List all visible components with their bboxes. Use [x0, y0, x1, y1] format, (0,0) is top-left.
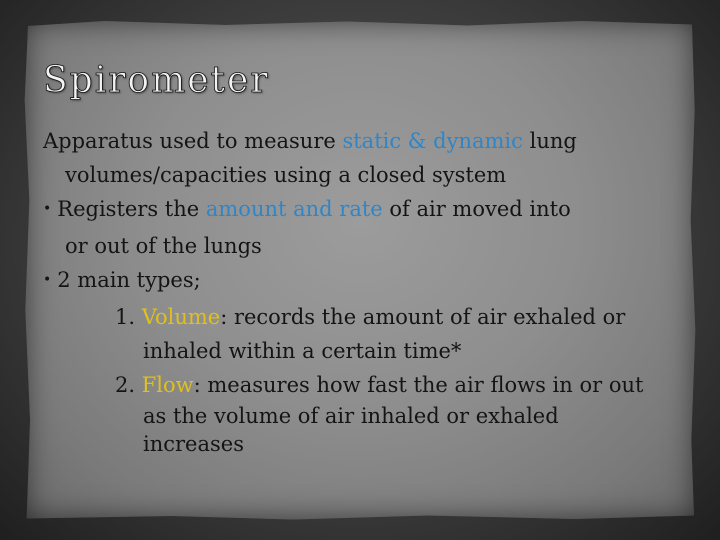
slide-body — [43, 124, 683, 458]
intro-line-cont: volumes/capacities using a closed system — [65, 163, 507, 187]
item-number: 1. — [115, 305, 142, 329]
bullet-icon: • — [43, 272, 52, 288]
bullet-icon: • — [43, 201, 52, 217]
type-volume-cont: inhaled within a certain time* — [143, 339, 462, 363]
type-flow-cont-1: as the volume of air inhaled or exhaled — [143, 404, 559, 428]
bullet-types — [43, 263, 683, 300]
intro-line — [43, 124, 683, 158]
bullet-text-end: of air moved into — [382, 197, 571, 221]
highlight-static-dynamic: static & dynamic — [342, 129, 523, 153]
bullet-registers-cont: or out of the lungs — [65, 234, 262, 258]
item-text: : records the amount of air exhaled or — [220, 305, 626, 329]
bullet-registers — [43, 192, 683, 229]
intro-text-end: lung — [522, 129, 577, 153]
intro-text: Apparatus used to measure — [43, 129, 343, 153]
highlight-amount-rate: amount and rate — [205, 197, 383, 221]
slide-title: Spirometer — [43, 60, 270, 101]
type-flow — [43, 368, 683, 402]
bullet-text: 2 main types; — [57, 268, 201, 292]
item-number: 2. — [115, 373, 142, 397]
highlight-flow: Flow — [141, 373, 194, 397]
type-volume — [43, 300, 683, 334]
bullet-text: Registers the — [57, 197, 206, 221]
item-text: : measures how fast the air flows in or out — [193, 373, 644, 397]
highlight-volume: Volume — [141, 305, 221, 329]
type-flow-cont-2: increases — [143, 432, 244, 456]
